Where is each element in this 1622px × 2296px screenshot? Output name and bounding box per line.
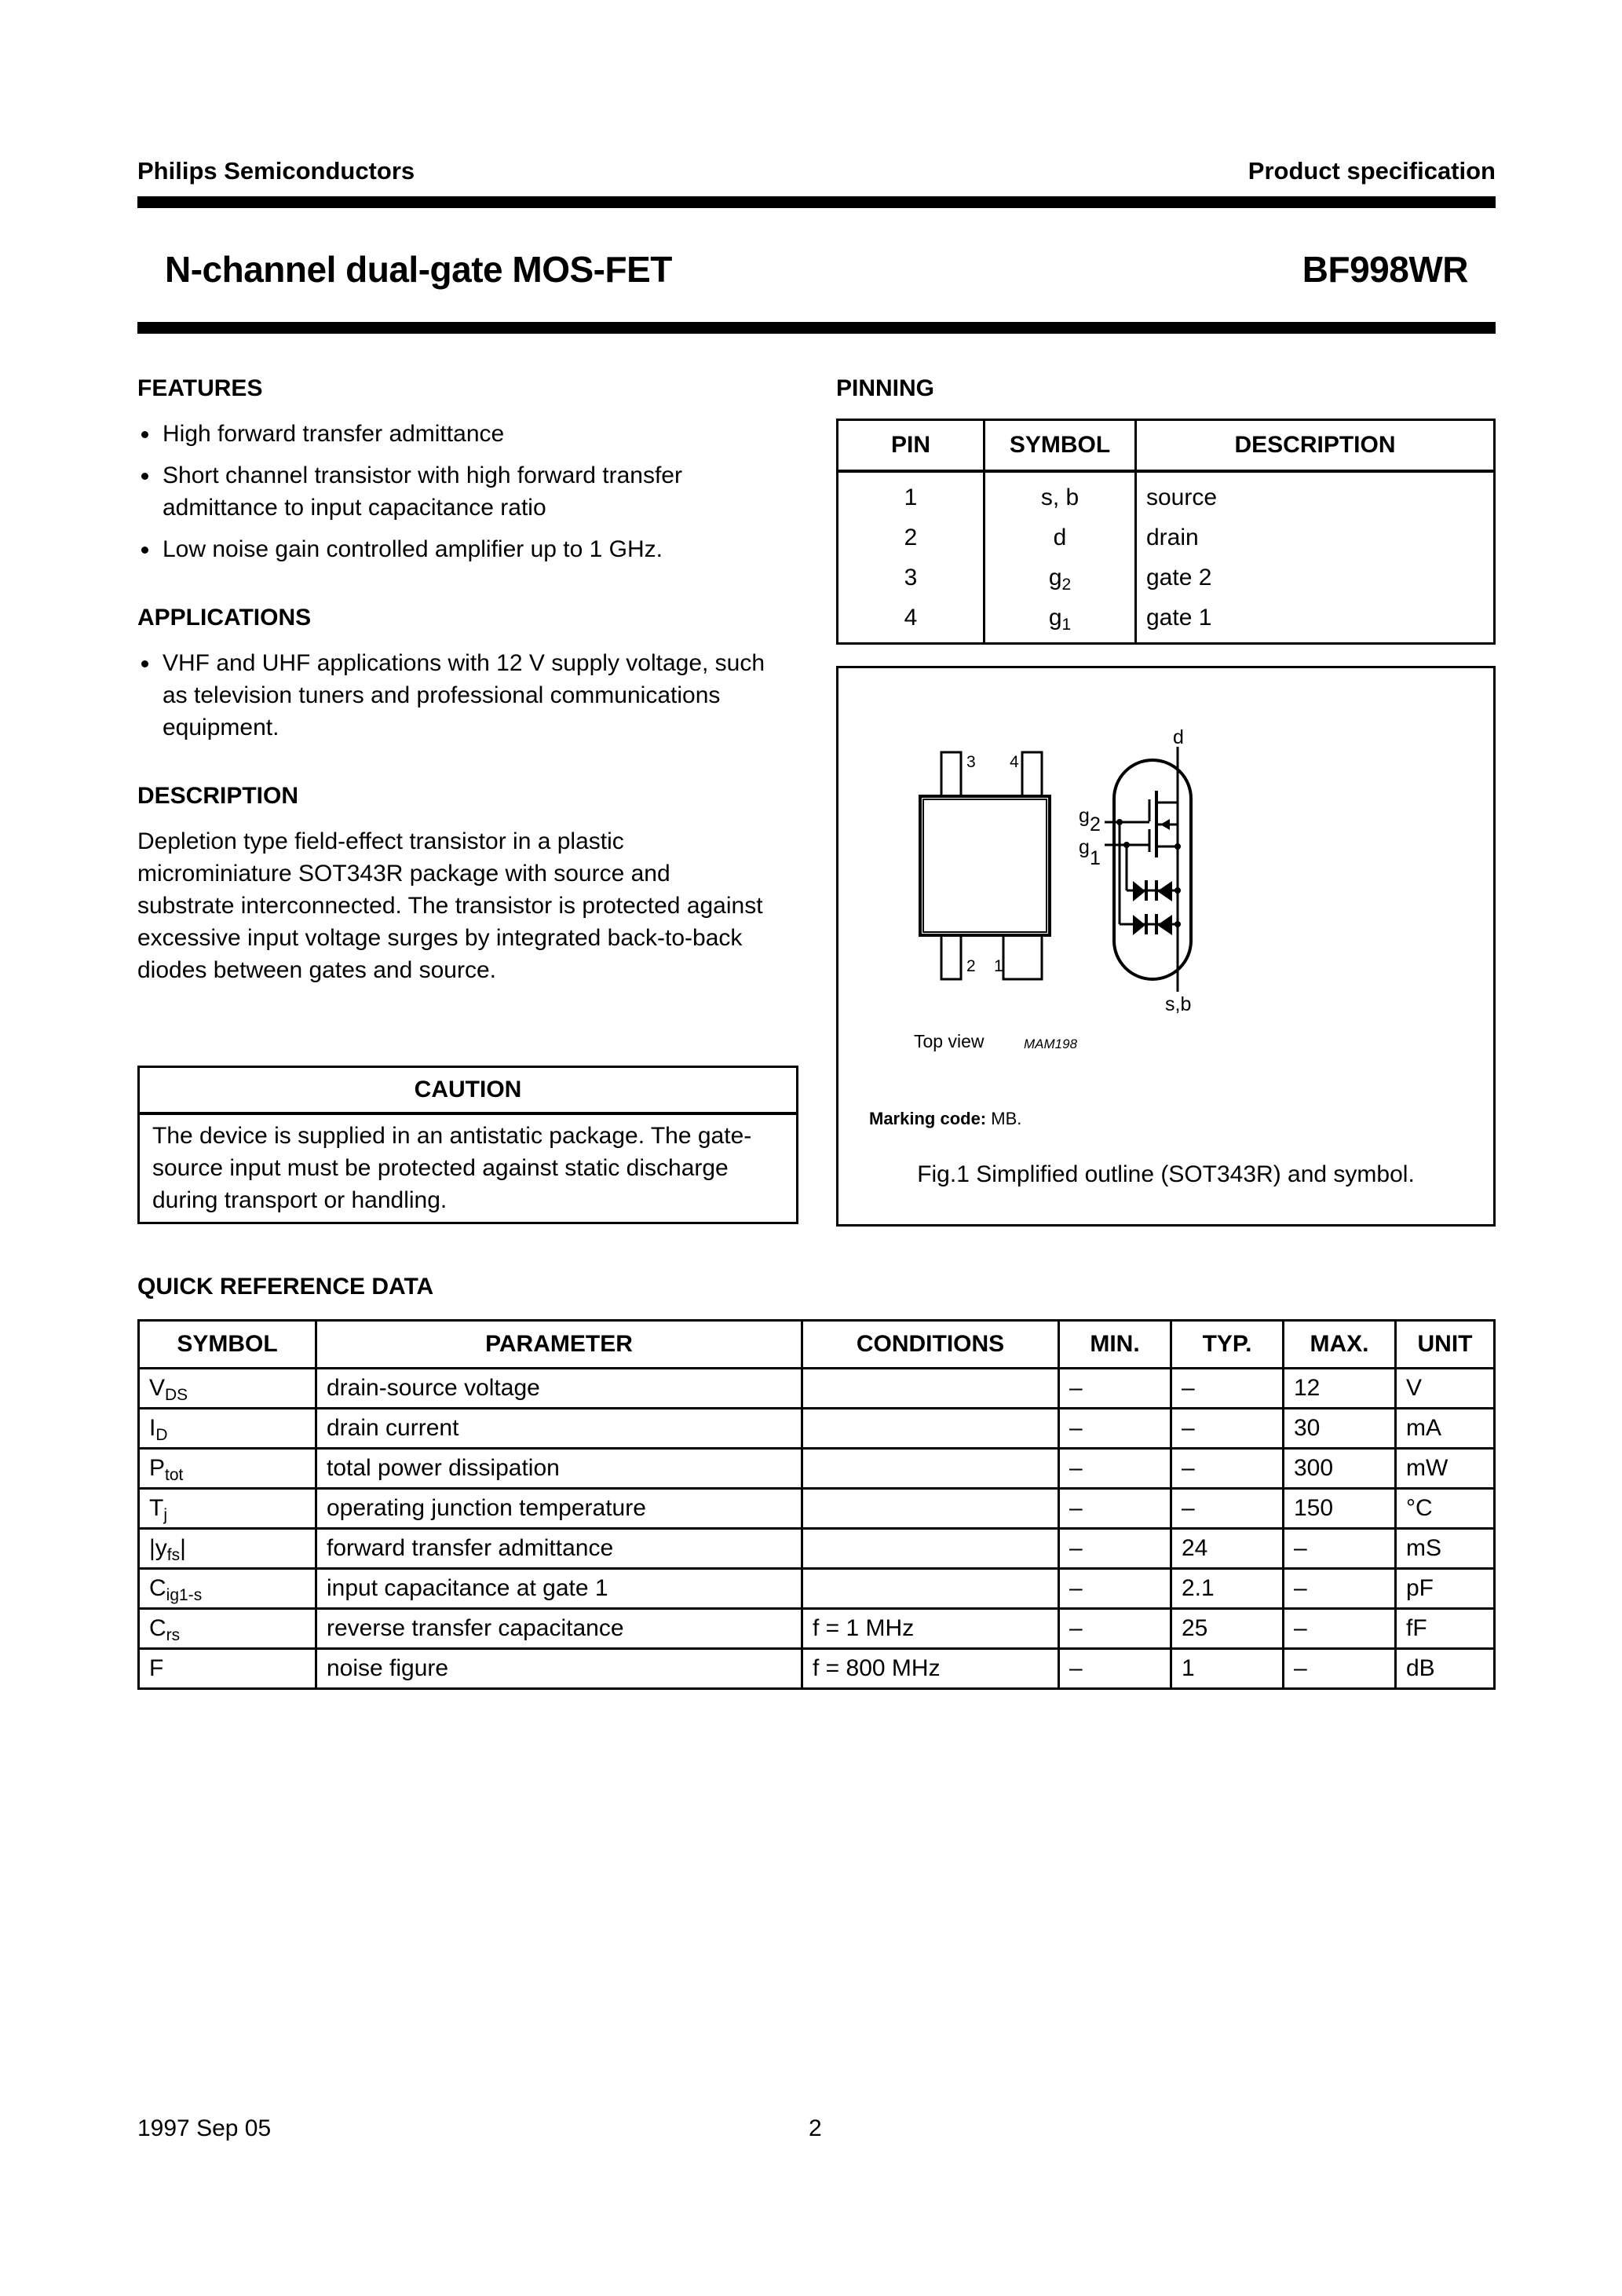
symbol-cell: $|y_{fs}|$	[139, 1529, 316, 1569]
max-cell: –	[1284, 1609, 1396, 1649]
unit-cell: V	[1396, 1369, 1495, 1409]
pin-description: gate 1	[1136, 598, 1495, 644]
symbol-cell: $P_{tot}$	[139, 1449, 316, 1489]
parameter-cell: drain-source voltage	[316, 1369, 802, 1409]
min-cell: –	[1059, 1529, 1171, 1569]
svg-text:d: d	[1173, 726, 1184, 748]
feature-item: Short channel transistor with high forward transfer admittance to input capacitance ratio	[137, 459, 797, 524]
unit-cell: dB	[1396, 1649, 1495, 1689]
symbol-cell: $V_{DS}$	[139, 1369, 316, 1409]
min-cell: –	[1059, 1409, 1171, 1449]
conditions-cell	[802, 1409, 1059, 1449]
svg-text:1: 1	[1090, 847, 1101, 869]
svg-text:g: g	[1079, 836, 1090, 858]
conditions-cell: f = 800 MHz	[802, 1649, 1059, 1689]
table-row	[838, 471, 1495, 517]
unit-cell: mS	[1396, 1529, 1495, 1569]
svg-text:3: 3	[966, 753, 976, 771]
application-item: VHF and UHF applications with 12 V supply voltage, such as television tuners and professional communications equipment.	[137, 647, 781, 744]
pin-description: source	[1136, 471, 1495, 517]
typ-cell: –	[1171, 1449, 1284, 1489]
company-name: Philips Semiconductors	[137, 157, 415, 185]
min-cell: –	[1059, 1489, 1171, 1529]
col-conditions: CONDITIONS	[802, 1321, 1059, 1369]
min-cell: –	[1059, 1449, 1171, 1489]
parameter-cell: forward transfer admittance	[316, 1529, 802, 1569]
figure-caption: Fig.1 Simplified outline (SOT343R) and symbol.	[917, 1161, 1415, 1187]
col-symbol: SYMBOL	[139, 1321, 316, 1369]
table-row	[838, 558, 1495, 598]
pinning-heading: PINNING	[836, 375, 935, 401]
dual-gate-mosfet-symbol-icon	[1105, 747, 1191, 992]
table-row	[139, 1409, 1495, 1449]
left-column	[137, 375, 797, 986]
description-heading: DESCRIPTION	[137, 783, 299, 809]
svg-text:2: 2	[966, 957, 976, 975]
svg-text:Top view: Top view	[914, 1031, 985, 1051]
symbol-cell: $C_{ig1-s}$	[139, 1569, 316, 1609]
table-row	[139, 1369, 1495, 1409]
max-cell: –	[1284, 1569, 1396, 1609]
typ-cell: –	[1171, 1369, 1284, 1409]
min-cell: –	[1059, 1569, 1171, 1609]
max-cell: 30	[1284, 1409, 1396, 1449]
table-row	[838, 517, 1495, 558]
features-list	[137, 418, 797, 565]
svg-text:g: g	[1079, 805, 1090, 827]
pinning-header-row	[838, 420, 1495, 472]
conditions-cell	[802, 1529, 1059, 1569]
pinning-table	[836, 419, 1496, 645]
max-cell: 150	[1284, 1489, 1396, 1529]
svg-text:1: 1	[994, 957, 1003, 975]
typ-cell: –	[1171, 1489, 1284, 1529]
col-typ: TYP.	[1171, 1321, 1284, 1369]
pin-number: 3	[838, 558, 985, 598]
conditions-cell	[802, 1569, 1059, 1609]
package-outline-icon	[920, 752, 1050, 979]
symbol-cell: $T_j$	[139, 1489, 316, 1529]
typ-cell: –	[1171, 1409, 1284, 1449]
max-cell: 300	[1284, 1449, 1396, 1489]
pin-number: 4	[838, 598, 985, 644]
parameter-cell: operating junction temperature	[316, 1489, 802, 1529]
col-description: DESCRIPTION	[1136, 420, 1495, 472]
conditions-cell	[802, 1489, 1059, 1529]
min-cell: –	[1059, 1609, 1171, 1649]
table-row	[139, 1489, 1495, 1529]
max-cell: –	[1284, 1649, 1396, 1689]
unit-cell: mA	[1396, 1409, 1495, 1449]
conditions-cell	[802, 1449, 1059, 1489]
feature-item: High forward transfer admittance	[137, 418, 797, 450]
applications-list	[137, 647, 797, 744]
symbol-cell: $I_D$	[139, 1409, 316, 1449]
pin-description: drain	[1136, 517, 1495, 558]
col-symbol: SYMBOL	[985, 420, 1136, 472]
col-min: MIN.	[1059, 1321, 1171, 1369]
typ-cell: 2.1	[1171, 1569, 1284, 1609]
table-row	[139, 1649, 1495, 1689]
symbol-cell: $C_{rs}$	[139, 1609, 316, 1649]
parameter-cell: total power dissipation	[316, 1449, 802, 1489]
table-row	[139, 1609, 1495, 1649]
typ-cell: 1	[1171, 1649, 1284, 1689]
svg-text:2: 2	[1090, 813, 1101, 835]
table-row	[139, 1449, 1495, 1489]
pin-symbol: $g_2$	[985, 558, 1136, 598]
pin-number: 2	[838, 517, 985, 558]
unit-cell: mW	[1396, 1449, 1495, 1489]
marking-code: Marking code: MB.	[869, 1109, 1022, 1128]
document-type: Product specification	[1248, 157, 1496, 185]
header-rule	[137, 196, 1496, 208]
page-number: 2	[809, 2115, 822, 2141]
unit-cell: fF	[1396, 1609, 1495, 1649]
footer-date: 1997 Sep 05	[137, 2115, 272, 2141]
features-heading: FEATURES	[137, 375, 263, 401]
svg-text:4: 4	[1010, 753, 1019, 771]
unit-cell: °C	[1396, 1489, 1495, 1529]
min-cell: –	[1059, 1649, 1171, 1689]
unit-cell: pF	[1396, 1569, 1495, 1609]
table-row	[139, 1529, 1495, 1569]
parameter-cell: input capacitance at gate 1	[316, 1569, 802, 1609]
parameter-cell: reverse transfer capacitance	[316, 1609, 802, 1649]
parameter-cell: drain current	[316, 1409, 802, 1449]
caution-box	[137, 1066, 798, 1224]
pin-symbol: $g_1$	[985, 598, 1136, 644]
typ-cell: 25	[1171, 1609, 1284, 1649]
caution-heading: CAUTION	[140, 1068, 796, 1115]
table-row	[139, 1569, 1495, 1609]
title-rule	[137, 322, 1496, 334]
feature-item: Low noise gain controlled amplifier up to 1 GHz.	[137, 533, 797, 565]
applications-heading: APPLICATIONS	[137, 605, 312, 631]
quick-reference-heading: QUICK REFERENCE DATA	[137, 1274, 434, 1300]
figure-box	[836, 666, 1496, 1227]
package-outline-and-symbol-diagram	[838, 668, 1493, 1224]
caution-text: The device is supplied in an antistatic package. The gate-source input must be protected against static discharge during transport or handling.	[152, 1123, 752, 1213]
max-cell: 12	[1284, 1369, 1396, 1409]
col-max: MAX.	[1284, 1321, 1396, 1369]
description-text: Depletion type field-effect transistor in a plastic microminiature SOT343R package with source and substrate interconnected. The transistor is protected against excessive input voltage surges by integrated back-to-back diodes between gates and source.	[137, 828, 763, 983]
qrd-header-row	[139, 1321, 1495, 1369]
svg-text:MAM198: MAM198	[1024, 1036, 1078, 1051]
pin-number: 1	[838, 471, 985, 517]
conditions-cell: f = 1 MHz	[802, 1609, 1059, 1649]
page-title: N-channel dual-gate MOS-FET	[165, 249, 672, 290]
col-unit: UNIT	[1396, 1321, 1495, 1369]
conditions-cell	[802, 1369, 1059, 1409]
svg-text:s,b: s,b	[1165, 993, 1192, 1015]
max-cell: –	[1284, 1529, 1396, 1569]
part-number: BF998WR	[1302, 249, 1468, 290]
symbol-cell: F	[139, 1649, 316, 1689]
pin-description: gate 2	[1136, 558, 1495, 598]
quick-reference-table	[137, 1319, 1496, 1690]
parameter-cell: noise figure	[316, 1649, 802, 1689]
col-parameter: PARAMETER	[316, 1321, 802, 1369]
pin-symbol: d	[985, 517, 1136, 558]
min-cell: –	[1059, 1369, 1171, 1409]
typ-cell: 24	[1171, 1529, 1284, 1569]
pin-symbol: s, b	[985, 471, 1136, 517]
col-pin: PIN	[838, 420, 985, 472]
table-row	[838, 598, 1495, 644]
